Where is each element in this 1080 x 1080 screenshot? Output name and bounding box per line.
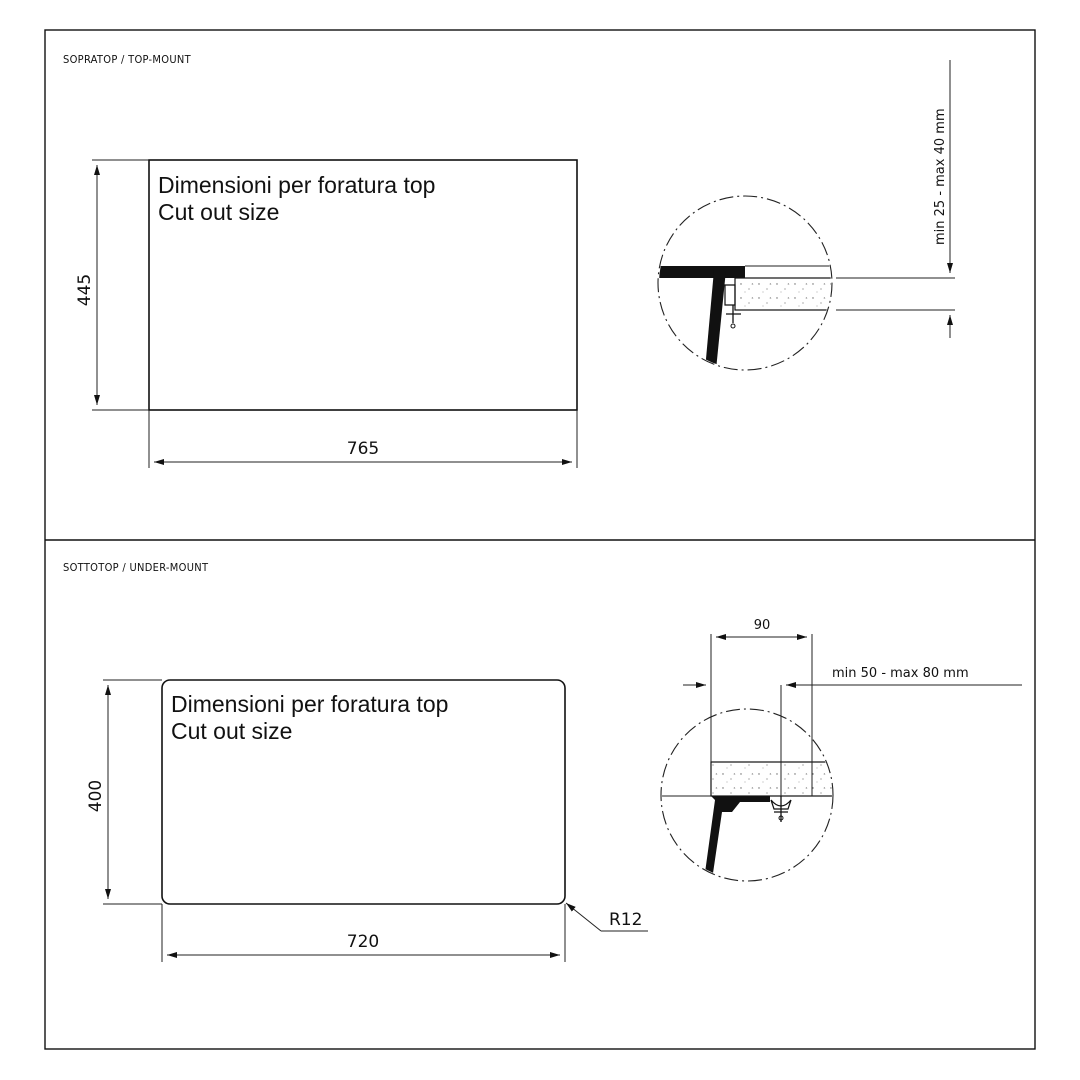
top-mount-note-en: Cut out size <box>158 199 280 225</box>
top-mount-section <box>63 53 955 468</box>
under-mount-detail <box>650 618 1022 881</box>
top-mount-countertop <box>735 278 845 310</box>
top-mount-clip <box>725 285 735 305</box>
under-mount-title: SOTTOTOP / UNDER-MOUNT <box>63 561 209 574</box>
under-mount-radius-leader <box>566 903 601 931</box>
top-mount-detail <box>655 60 955 370</box>
top-mount-thickness-note: min 25 - max 40 mm <box>933 108 948 245</box>
under-mount-note-it: Dimensioni per foratura top <box>171 691 449 717</box>
top-mount-title: SOPRATOP / TOP-MOUNT <box>63 53 191 66</box>
under-mount-sink-flange <box>704 796 770 880</box>
under-mount-radius-label: R12 <box>609 910 643 930</box>
top-mount-width-dimension: 765 <box>346 439 380 459</box>
under-mount-thickness-note: min 50 - max 80 mm <box>832 666 969 681</box>
under-mount-offset-dimension: 90 <box>753 618 771 633</box>
under-mount-countertop <box>711 762 836 796</box>
top-mount-height-dimension: 445 <box>75 273 95 307</box>
under-mount-section <box>63 561 1022 962</box>
under-mount-width-dimension: 720 <box>346 932 380 952</box>
under-mount-note-en: Cut out size <box>171 718 293 744</box>
top-mount-sink-wall <box>705 270 726 370</box>
top-mount-note-it: Dimensioni per foratura top <box>158 172 436 198</box>
under-mount-height-dimension: 400 <box>86 779 106 813</box>
top-mount-sink-rim <box>655 266 745 278</box>
